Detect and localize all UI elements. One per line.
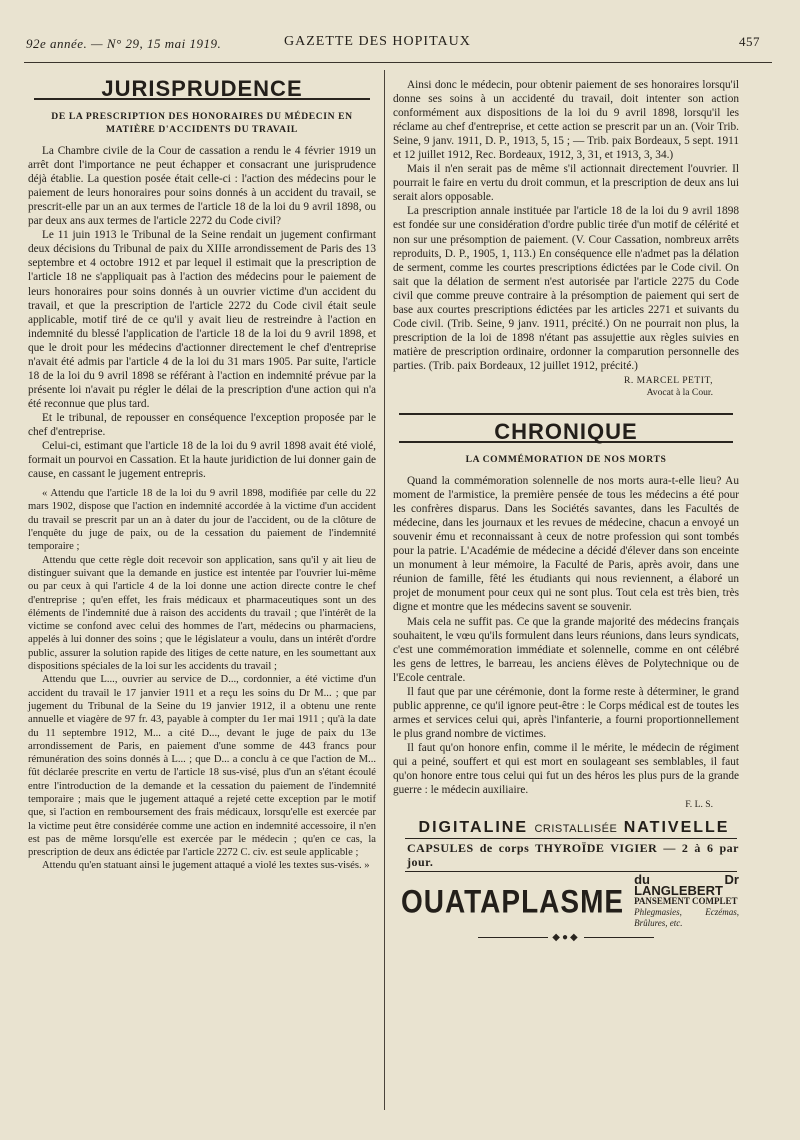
paragraph: Il faut que par une cérémonie, dont la forme reste à déterminer, le grand public apprenne, ce qu'il ignore peut-être : le Corps médical est de toutes les armes et services celui qui, après l'infanterie, a fourni proportionnellement le plus grand nombre de victimes. [393, 685, 739, 740]
ad-digitaline-cristallisee: CRISTALLISÉE [534, 823, 618, 836]
ad-ouataplasme-name: OUATAPLASME [401, 883, 625, 919]
paragraph: Celui-ci, estimant que l'article 18 de la loi du 9 avril 1898 avait été violé, formait un pourvoi en Cassation. Et la haute juridiction de lui donner gain de cause, en cassant le jugement entrepris. [28, 440, 376, 481]
quoted-paragraph: Attendu qu'en statuant ainsi le jugement attaqué a violé les textes sus-visés. » [42, 860, 370, 872]
paragraph: Il faut qu'on honore enfin, comme il le mérite, le médecin de régiment qui a peiné, souffert et qui est mort en soulageant ses semblables, il faut qu'on honore entre tous celui qui fut un des héros les plus purs de la grande guerre : le médecin auxiliaire. [393, 741, 739, 797]
signature-name: R. MARCEL PETIT, [623, 374, 713, 386]
paragraph: La Chambre civile de la Cour de cassation a rendu le 4 février 1919 un arrêt dont l'importance ne peut échapper et consacrant une jurisprudence déjà établie. La question posée était celle-ci : l'action des médecins pour le paiement de leurs honoraires pour soins donnés à un accident du travail, se prescrit-elle par un an aux termes de l'article 18 de la loi du 9 avril 1898, ou par deux ans aux termes de l'article 2272 du Code civil? [28, 145, 376, 228]
ad-ouataplasme-brand: du Dr LANGLEBERT [634, 872, 739, 899]
ornament-divider: ◆●◆ [393, 931, 739, 945]
ad-ouataplasme-uses: Phlegmasies, Eczémas, Brûlures, etc. [634, 907, 739, 929]
paragraph: Mais cela ne suffit pas. Ce que la grande majorité des médecins français souhaitent, le vœu qu'ils formulent dans leurs réunions, dans leurs syndicats, c'est une commémoration immédiate et solennelle, comme en ont célébré les gens de lettres, le barreau, les anciens élèves de Polytechnique ou de l'Ecole centrale. [393, 615, 739, 684]
paragraph: Quand la commémoration solennelle de nos morts aura-t-elle lieu? Au moment de l'armistice, la première pensée de tous les médecins a été pour les confrères disparus. Dans les Sociétés savantes, dans les Facultés de médecine, dans les journaux et les revues de médecine, chacun a envoyé un souvenir ému et reconnaissant à ceux de notre profession qui sont tombés pour la patrie. L'Académie de médecine a décidé d'élever dans son enceinte un monument à leur mémoire, la Faculté de Paris, après avoir, dans une réunion de famille, fêté les étudiants qui nous reviennent, a élaboré un projet de monument pour ceux qui ne sont plus. Tout cela est très bien, très digne et montre que les médecins savent se souvenir. [393, 475, 739, 614]
paragraph: Ainsi donc le médecin, pour obtenir paiement de ses honoraires lorsqu'il donne ses soins à un accidenté du travail, doit intenter son action conformément aux dispositions de la loi du 9 avril 1898, lorsqu'il les réclame au chef d'entreprise, et cette action se prescrit par un an. (Voir Trib. Seine, 9 janv. 1911, D. P., 1913, 5, 15 ; — Trib. paix Bordeaux, 5 sept. 1911 et 12 juillet 1912, Rec. Bordeaux, 1912, 3, 31, et 1913, 3, 34.) [393, 79, 739, 162]
article-title-commemoration: LA COMMÉMORATION DE NOS MORTS [465, 454, 667, 466]
right-column [393, 78, 739, 945]
author-signature [393, 375, 739, 399]
ad-digitaline-brand: NATIVELLE [623, 819, 730, 837]
left-column [28, 78, 376, 873]
paragraph: La prescription annale instituée par l'article 18 de la loi du 9 avril 1898 est fondée sur une considération d'ordre public tirée d'un motif de célérité et non sur une présomption de paiement. (V. Cour Cassation, nombreux arrêts reproduits, D. P., 1905, 1, 113.) En conséquence elle n'admet pas la délation de serment, comme les courtes prescriptions édictées par le Code civil. On sait que la délation de serment n'est autorisée par l'article 2275 du Code civil que comme preuve contraire à la présomption de paiement qui sert de base aux courtes prescriptions édictées par les articles 2271 et suivants du Code civil. (Trib. Seine, 9 janv. 1911, précité.) On ne pourrait non plus, la prescription de la loi de 1898 n'étant pas assujettie aux règles suivies en matière de prescription ordinaire, ordonner la comparution personnelle des parties. (Trib. paix Bordeaux, 12 juillet 1912, précité.) [393, 205, 739, 372]
page-number: 457 [739, 34, 760, 49]
ad-digitaline [409, 821, 739, 836]
signature-role: Avocat à la Cour. [646, 386, 713, 398]
page-header [26, 36, 766, 56]
section-rule [399, 413, 733, 415]
ad-digitaline-name: DIGITALINE [418, 819, 529, 837]
paragraph: Et le tribunal, de repousser en conséquence l'exception proposée par le chef d'entreprise. [28, 411, 376, 438]
chronique-signature: F. L. S. [685, 799, 713, 811]
quoted-paragraph: Attendu que L..., ouvrier au service de D..., cordonnier, a été victime d'un accident du travail le 17 janvier 1911 et a reçu les soins du Dr M... ; que par jugement du Tribunal de la Seine du 19 janvier 1912, il a obtenu une rente annuelle et viagère de 97 fr. 43, payable à compter du 1er mai 1911 ; qu'à la date du 11 septembre 1912, M... a cité D..., devant le juge de paix du 13e arrondissement de Paris, en paiement d'une somme de 443 francs pour rémunération des soins donnés à L... ; que D... a conclu à ce que l'action de M... fût déclarée prescrite en vertu de l'article 18 sus-visé, plus d'un an s'étant écoulé entre l'introduction de la demande et la cessation du paiement de l'indemnité temporaire ; mais que le jugement attaqué a rejeté cette exception par le motif que, si l'action en remboursement des frais médicaux, lorsqu'elle est exercée par la victime peut être considérée comme une action en indemnité accessoire, il n'en est pas de même lorsqu'elle est exercée par le médecin ; qu'en ce cas, la prescription de deux ans édictée par l'article 2272 C. civ. est seule applicable ; [28, 674, 376, 859]
column-divider [384, 70, 385, 1110]
paragraph: Mais il n'en serait pas de même s'il actionnait directement l'ouvrier. Il pourrait le faire en vertu du droit commun, et la prescription de deux ans lui serait alors opposable. [393, 163, 739, 204]
ad-rule [405, 838, 737, 839]
ad-ouataplasme-info [634, 874, 739, 929]
advertisements [393, 821, 739, 945]
section-title-jurisprudence: JURISPRUDENCE [101, 76, 303, 101]
section-title-chronique: CHRONIQUE [494, 418, 638, 444]
header-rule [24, 62, 772, 63]
ad-ouataplasme-sub: PANSEMENT COMPLET [634, 896, 738, 907]
issue-line: 92e année. — N° 29, 15 mai 1919. [26, 36, 222, 51]
quoted-paragraph: Attendu que cette règle doit recevoir son application, sans qu'il y ait lieu de distinguer suivant que la demande en justice est intentée par l'ouvrier lui-même ou par ceux à qui l'article 4 de la loi donne une action directe contre le chef d'entreprise ; qu'en effet, les frais médicaux et pharmaceutiques sont un des éléments de l'indemnité due à raison des accidents du travail ; que l'intérêt de la victime se confond avec celui des hommes de l'art, médecins ou pharmaciens, appelés à lui donner des soins ; que le législateur a voulu, dans un intérêt d'ordre public, assurer la solution rapide des litiges de cette nature, en les soumettant aux dispositions spéciales de la loi sur les accidents du travail ; [28, 554, 376, 673]
ad-capsules: CAPSULES de corps THYROÏDE VIGIER — 2 à 6 par jour. [407, 841, 739, 870]
ad-ouataplasme [401, 874, 739, 929]
journal-title: GAZETTE DES HOPITAUX [284, 34, 471, 49]
article-title-prescription: DE LA PRESCRIPTION DES HONORAIRES DU MÉDECIN EN MATIÈRE D'ACCIDENTS DU TRAVAIL [51, 111, 353, 136]
quoted-paragraph: « Attendu que l'article 18 de la loi du 9 avril 1898, modifiée par celle du 22 mars 1902, dispose que l'action en indemnité accordée à la victime d'un accident du travail se prescrit par un an à dater du jour de l'accident, ou de la clôture de l'enquête du juge de paix, ou de la cessation du paiement de l'indemnité temporaire ; [28, 488, 376, 553]
paragraph: Le 11 juin 1913 le Tribunal de la Seine rendait un jugement confirmant deux décisions du Tribunal de paix du XIIIe arrondissement de Paris des 13 septembre et 4 octobre 1912 et par lequel il estimait que la prescription de l'article 18 ne s'appliquait pas à l'action des médecins pour le paiement de leurs honoraires pour soins donnés à un ouvrier victime d'un accident du travail, et que la prescription de l'article 2272 du Code civil était seule applicable, motif tiré de ce qu'il y avait lieu de restreindre à l'action en indemnité du blessé l'application de l'article 18 de la loi du 9 avril 1898, et que le droit pour les médecins d'actionner directement le chef d'entreprise n'avait été admis par l'article 4 de la loi du 31 mars 1905. Par suite, l'article 18 de la loi du 9 avril 1898 se référant à l'action en indemnité prévue par la présente loi n'avait pu régler le délai de la prescription d'une action qui n'a été reconnue que plus tard. [28, 229, 376, 410]
